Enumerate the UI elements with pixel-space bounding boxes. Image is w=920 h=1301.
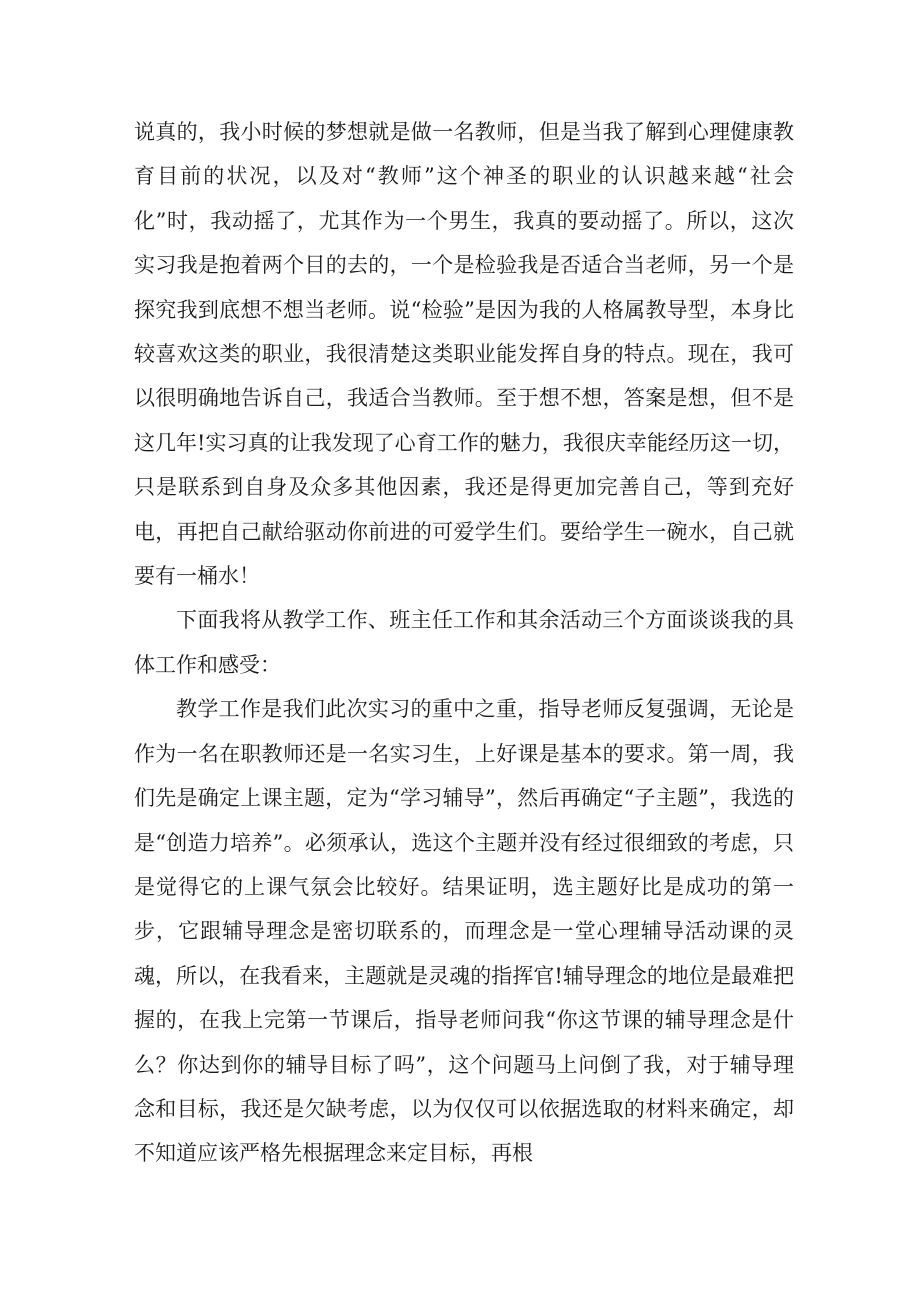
paragraph-overview: 下面我将从教学工作、班主任工作和其余活动三个方面谈谈我的具体工作和感受： [134, 608, 794, 677]
paragraph-career-reflection: 说真的，我小时候的梦想就是做一名教师，但是当我了解到心理健康教育目前的状况，以及对“教师”这个神圣的职业的认识越来越“社会化”时，我动摇了，尤其作为一个男生，我真的要动摇了。所以，这次实习我是抱着两个目的去的，一个是检验我是否适合当老师，另一个是探究我到底想不想当老师。说“检验”是因为我的人格属教导型，本身比较喜欢这类的职业，我很清楚这类职业能发挥自身的特点。现在，我可以很明确地告诉自己，我适合当教师。至于想不想，答案是想，但不是这几年!实习真的让我发现了心育工作的魅力，我很庆幸能经历这一切，只是联系到自身及众多其他因素，我还是得更加完善自己，等到充好电，再把自己献给驱动你前进的可爱学生们。要给学生一碗水，自己就要有一桶水！ [134, 120, 794, 589]
document-body [134, 110, 794, 1176]
paragraph-teaching-work: 教学工作是我们此次实习的重中之重，指导老师反复强调，无论是作为一名在职教师还是一名实习生，上好课是基本的要求。第一周，我们先是确定上课主题，定为“学习辅导”，然后再确定“子主题”，我选的是“创造力培养”。必须承认，选这个主题并没有经过很细致的考虑，只是觉得它的上课气氛会比较好。结果证明，选主题好比是成功的第一步，它跟辅导理念是密切联系的，而理念是一堂心理辅导活动课的灵魂，所以，在我看来，主题就是灵魂的指挥官!辅导理念的地位是最难把握的，在我上完第一节课后，指导老师问我“你这节课的辅导理念是什么？你达到你的辅导目标了吗”，这个问题马上问倒了我，对于辅导理念和目标，我还是欠缺考虑，以为仅仅可以依据选取的材料来确定，却不知道应该严格先根据理念来定目标，再根 [134, 697, 794, 1166]
